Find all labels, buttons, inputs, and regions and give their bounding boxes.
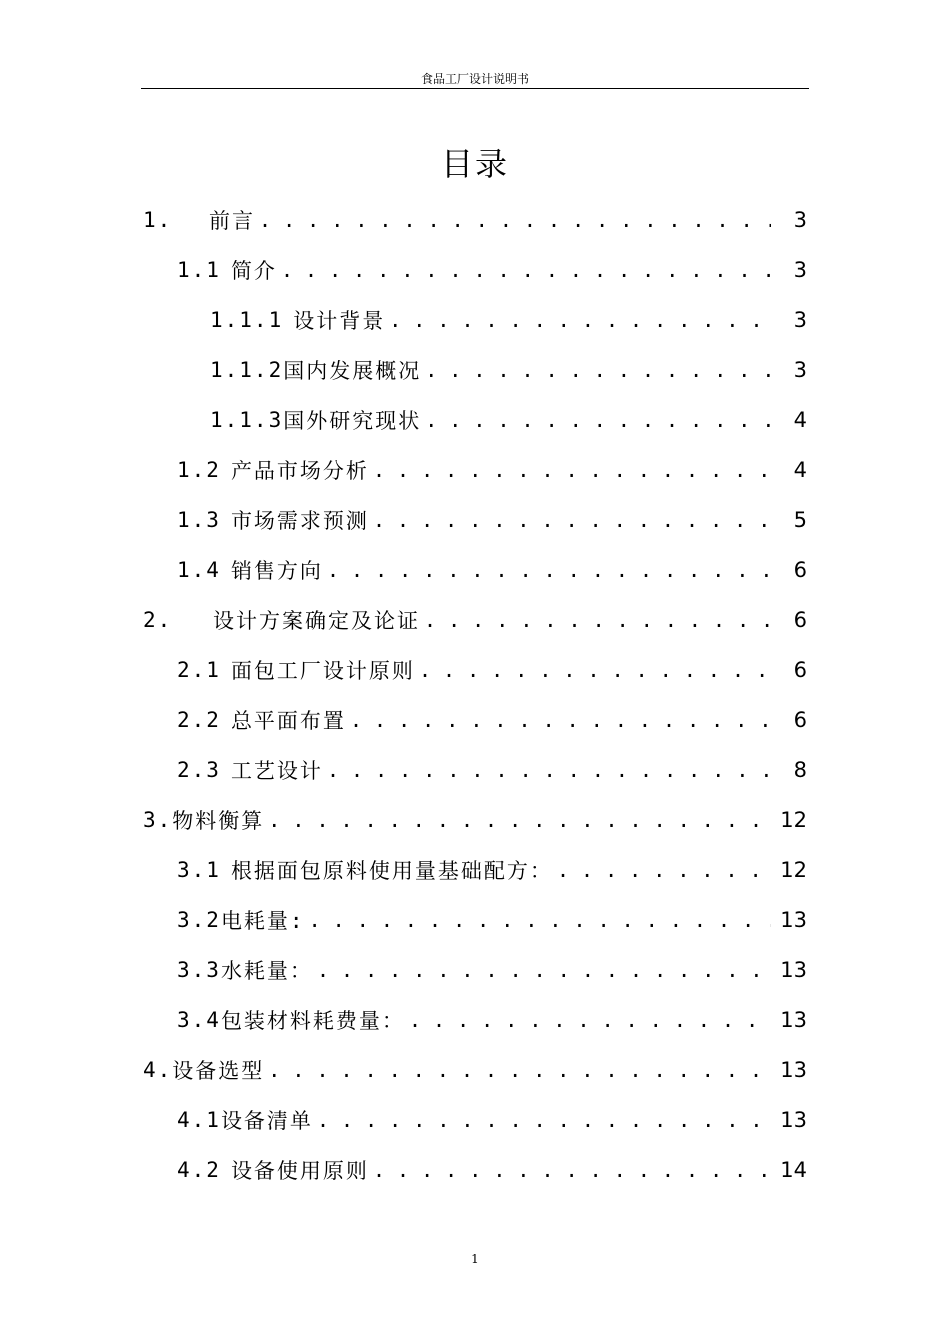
toc-entry-page: 6	[793, 658, 807, 682]
toc-leader-dots	[425, 408, 771, 432]
toc-leader-dots	[419, 658, 771, 682]
toc-entry-number: 2.2	[177, 708, 221, 732]
toc-entry[interactable]	[0, 295, 950, 345]
toc-entry[interactable]	[0, 1145, 950, 1195]
toc-entry-number: 1.4	[177, 558, 221, 582]
toc-entry-page: 12	[780, 858, 807, 882]
toc-entry-number: 1.1.1	[210, 308, 284, 332]
toc-entry-number: 3.4	[177, 1008, 221, 1032]
toc-entry[interactable]	[0, 395, 950, 445]
toc-entry-number: 4.2	[177, 1158, 221, 1182]
toc-entry-title: 设备选型	[172, 1059, 265, 1083]
toc-title: 目录	[440, 145, 509, 183]
toc-entry-title: 国外研究现状	[283, 409, 422, 433]
toc-leader-dots	[389, 308, 771, 332]
toc-entry-title: 物料衡算	[172, 809, 265, 833]
toc-entry[interactable]	[0, 1045, 950, 1095]
toc-entry-title: 水耗量：	[220, 959, 313, 983]
toc-entry-page: 6	[793, 558, 807, 582]
toc-entry[interactable]	[0, 1095, 950, 1145]
toc-entry-number: 3.3	[177, 958, 221, 982]
toc-entry-page: 12	[780, 808, 807, 832]
toc-leader-dots	[327, 758, 771, 782]
toc-entry[interactable]	[0, 545, 950, 595]
toc-entry-title: 设备使用原则	[230, 1159, 369, 1183]
toc-entry-number: 1.1.2	[210, 358, 284, 382]
toc-leader-dots	[281, 258, 771, 282]
table-of-contents	[0, 195, 950, 1195]
toc-entry-title: 产品市场分析	[230, 459, 369, 483]
toc-entry-title: 市场需求预测	[230, 509, 369, 533]
toc-entry-number: 3.	[143, 808, 173, 832]
toc-entry-number: 3.2	[177, 908, 221, 932]
toc-leader-dots	[373, 1158, 771, 1182]
toc-leader-dots	[327, 558, 771, 582]
toc-entry[interactable]	[0, 495, 950, 545]
toc-entry-page: 8	[793, 758, 807, 782]
toc-entry-number: 1.1.3	[210, 408, 284, 432]
toc-entry-number: 2.	[143, 608, 173, 632]
toc-entry[interactable]	[0, 845, 950, 895]
toc-entry[interactable]	[0, 695, 950, 745]
toc-entry-title: 总平面布置	[230, 709, 346, 733]
toc-leader-dots	[317, 958, 771, 982]
toc-entry[interactable]	[0, 995, 950, 1045]
toc-entry-page: 6	[793, 608, 807, 632]
toc-leader-dots	[557, 858, 771, 882]
running-header: 食品工厂设计说明书	[420, 72, 529, 86]
toc-leader-dots	[373, 508, 771, 532]
toc-entry-title: 包装材料耗费量：	[220, 1009, 405, 1033]
toc-leader-dots	[409, 1008, 771, 1032]
toc-entry-number: 1.3	[177, 508, 221, 532]
toc-entry[interactable]	[0, 345, 950, 395]
toc-entry-number: 1.1	[177, 258, 221, 282]
toc-entry-page: 3	[793, 358, 807, 382]
toc-entry-title: 简介	[230, 259, 277, 283]
toc-entry-title: 工艺设计	[230, 759, 323, 783]
toc-entry[interactable]	[0, 445, 950, 495]
toc-entry[interactable]	[0, 795, 950, 845]
toc-leader-dots	[309, 908, 771, 932]
toc-entry-title: 国内发展概况	[283, 359, 422, 383]
toc-leader-dots	[425, 358, 771, 382]
toc-entry-page: 4	[793, 408, 807, 432]
toc-entry-title: 根据面包原料使用量基础配方：	[230, 859, 553, 883]
toc-entry-title: 设计方案确定及论证	[213, 609, 420, 633]
toc-entry-page: 6	[793, 708, 807, 732]
page-number: 1	[471, 1252, 479, 1266]
toc-entry-number: 2.3	[177, 758, 221, 782]
toc-entry-page: 13	[780, 1008, 807, 1032]
toc-entry-number: 3.1	[177, 858, 221, 882]
toc-leader-dots	[350, 708, 771, 732]
toc-entry-page: 13	[780, 1058, 807, 1082]
toc-entry-number: 1.2	[177, 458, 221, 482]
toc-entry[interactable]	[0, 895, 950, 945]
toc-leader-dots	[268, 1058, 771, 1082]
toc-entry-page: 13	[780, 1108, 807, 1132]
toc-entry[interactable]	[0, 945, 950, 995]
toc-leader-dots	[268, 808, 771, 832]
toc-entry-number: 4.	[143, 1058, 173, 1082]
toc-entry-title: 设备清单	[220, 1109, 313, 1133]
toc-entry-page: 4	[793, 458, 807, 482]
toc-entry[interactable]	[0, 745, 950, 795]
toc-entry-page: 13	[780, 958, 807, 982]
toc-leader-dots	[259, 208, 771, 232]
header-divider	[141, 88, 809, 89]
toc-entry-page: 3	[793, 308, 807, 332]
toc-entry-number: 2.1	[177, 658, 221, 682]
toc-entry-page: 14	[780, 1158, 807, 1182]
toc-entry[interactable]	[0, 245, 950, 295]
toc-leader-dots	[424, 608, 771, 632]
toc-entry-number: 4.1	[177, 1108, 221, 1132]
toc-entry-title: 电耗量:	[220, 909, 305, 933]
toc-entry-page: 5	[793, 508, 807, 532]
toc-entry[interactable]	[0, 645, 950, 695]
toc-entry-title: 前言	[209, 209, 255, 233]
toc-entry-title: 销售方向	[230, 559, 323, 583]
toc-entry-number: 1.	[143, 208, 173, 232]
toc-entry-page: 13	[780, 908, 807, 932]
toc-entry-page: 3	[793, 208, 807, 232]
toc-entry-title: 设计背景	[293, 309, 386, 333]
toc-leader-dots	[317, 1108, 771, 1132]
toc-entry[interactable]	[0, 595, 950, 645]
toc-entry-title: 面包工厂设计原则	[230, 659, 415, 683]
toc-leader-dots	[373, 458, 771, 482]
toc-entry-page: 3	[793, 258, 807, 282]
toc-entry[interactable]	[0, 195, 950, 245]
